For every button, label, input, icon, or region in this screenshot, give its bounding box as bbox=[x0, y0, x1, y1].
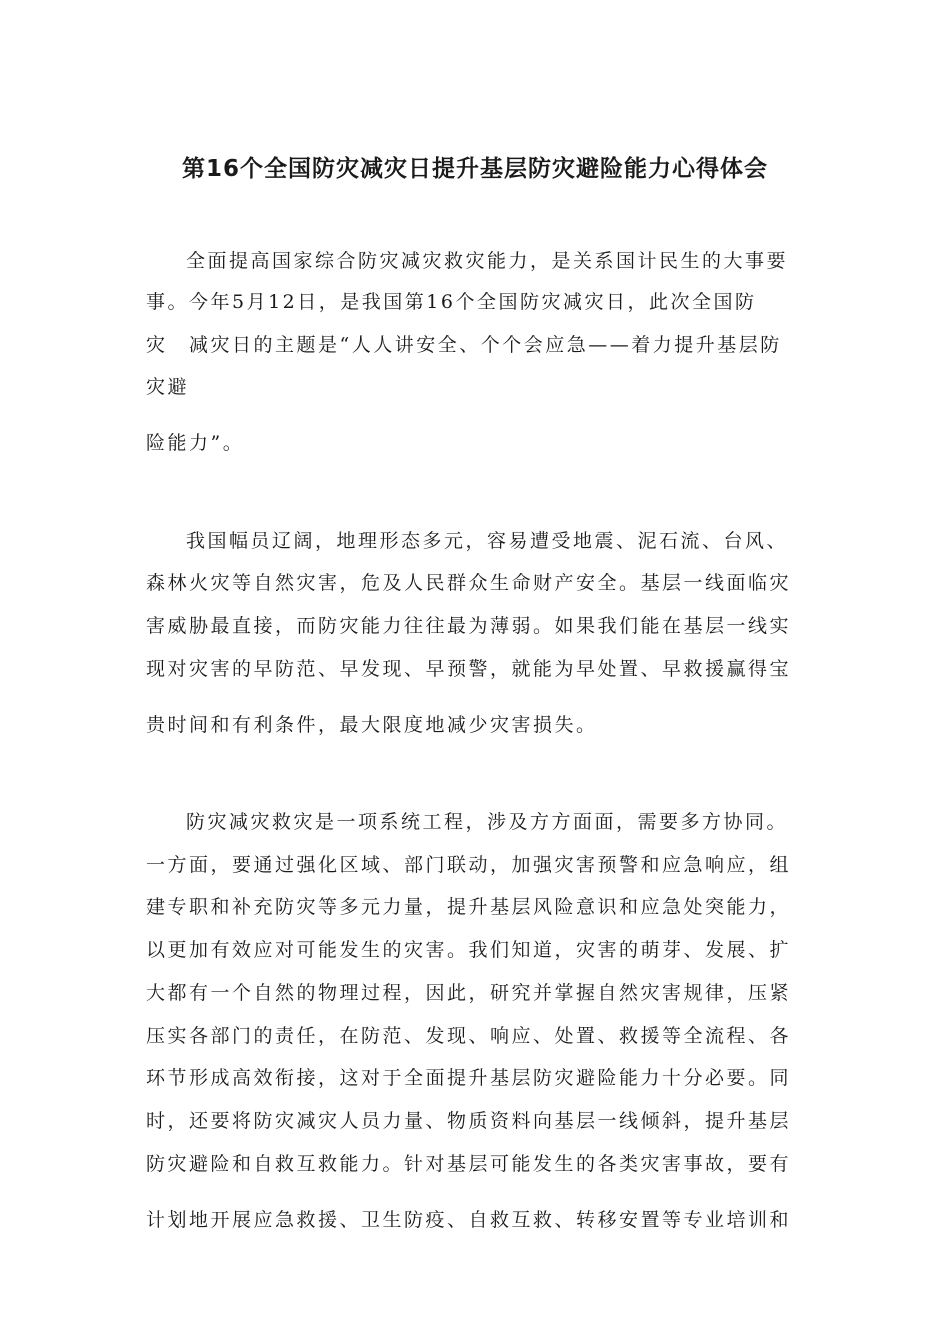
paragraph-2-line-1: 我国幅员辽阔，地理形态多元，容易遭受地震、泥石流、台风、 bbox=[186, 530, 789, 552]
paragraph-1-line-3: 灾 减灾日的主题是“人人讲安全、个个会应急——着力提升基层防 bbox=[146, 334, 782, 356]
paragraph-3-line-6: 压实各部门的责任，在防范、发现、响应、处置、救援等全流程、各 bbox=[146, 1025, 792, 1047]
paragraph-3-line-5: 大都有一个自然的物理过程，因此，研究并掌握自然灾害规律，压紧 bbox=[146, 982, 792, 1004]
paragraph-3-line-10: 计划地开展应急救援、卫生防疫、自救互救、转移安置等专业培训和 bbox=[146, 1209, 792, 1231]
paragraph-2-line-3: 害威胁最直接，而防灾能力往往最为薄弱。如果我们能在基层一线实 bbox=[146, 615, 792, 637]
paragraph-2-line-5: 贵时间和有利条件，最大限度地减少灾害损失。 bbox=[146, 714, 598, 736]
paragraph-3-line-2: 一方面，要通过强化区域、部门联动，加强灾害预警和应急响应，组 bbox=[146, 854, 792, 876]
document-title: 第16个全国防灾减灾日提升基层防灾避险能力心得体会 bbox=[181, 156, 768, 182]
paragraph-2-line-4: 现对灾害的早防范、早发现、早预警，就能为早处置、早救援赢得宝 bbox=[146, 658, 792, 680]
paragraph-1-line-5: 险能力”。 bbox=[146, 432, 245, 454]
paragraph-3-line-4: 以更加有效应对可能发生的灾害。我们知道，灾害的萌芽、发展、扩 bbox=[146, 939, 792, 961]
paragraph-3-line-1: 防灾减灾救灾是一项系统工程，涉及方方面面，需要多方协同。 bbox=[186, 811, 789, 833]
paragraph-2-line-2: 森林火灾等自然灾害，危及人民群众生命财产安全。基层一线面临灾 bbox=[146, 572, 792, 594]
paragraph-3-line-3: 建专职和补充防灾等多元力量，提升基层风险意识和应急处突能力， bbox=[146, 896, 792, 918]
paragraph-3-line-8: 时，还要将防灾减灾人员力量、物质资料向基层一线倾斜，提升基层 bbox=[146, 1110, 792, 1132]
paragraph-3-line-7: 环节形成高效衔接，这对于全面提升基层防灾避险能力十分必要。同 bbox=[146, 1067, 792, 1089]
paragraph-1-line-1: 全面提高国家综合防灾减灾救灾能力，是关系国计民生的大事要 bbox=[186, 250, 789, 272]
paragraph-1-line-4: 灾避 bbox=[146, 376, 190, 398]
paragraph-3-line-9: 防灾避险和自救互救能力。针对基层可能发生的各类灾害事故，要有 bbox=[146, 1153, 792, 1175]
paragraph-1-line-2: 事。今年5月12日，是我国第16个全国防灾减灾日，此次全国防 bbox=[146, 291, 757, 313]
